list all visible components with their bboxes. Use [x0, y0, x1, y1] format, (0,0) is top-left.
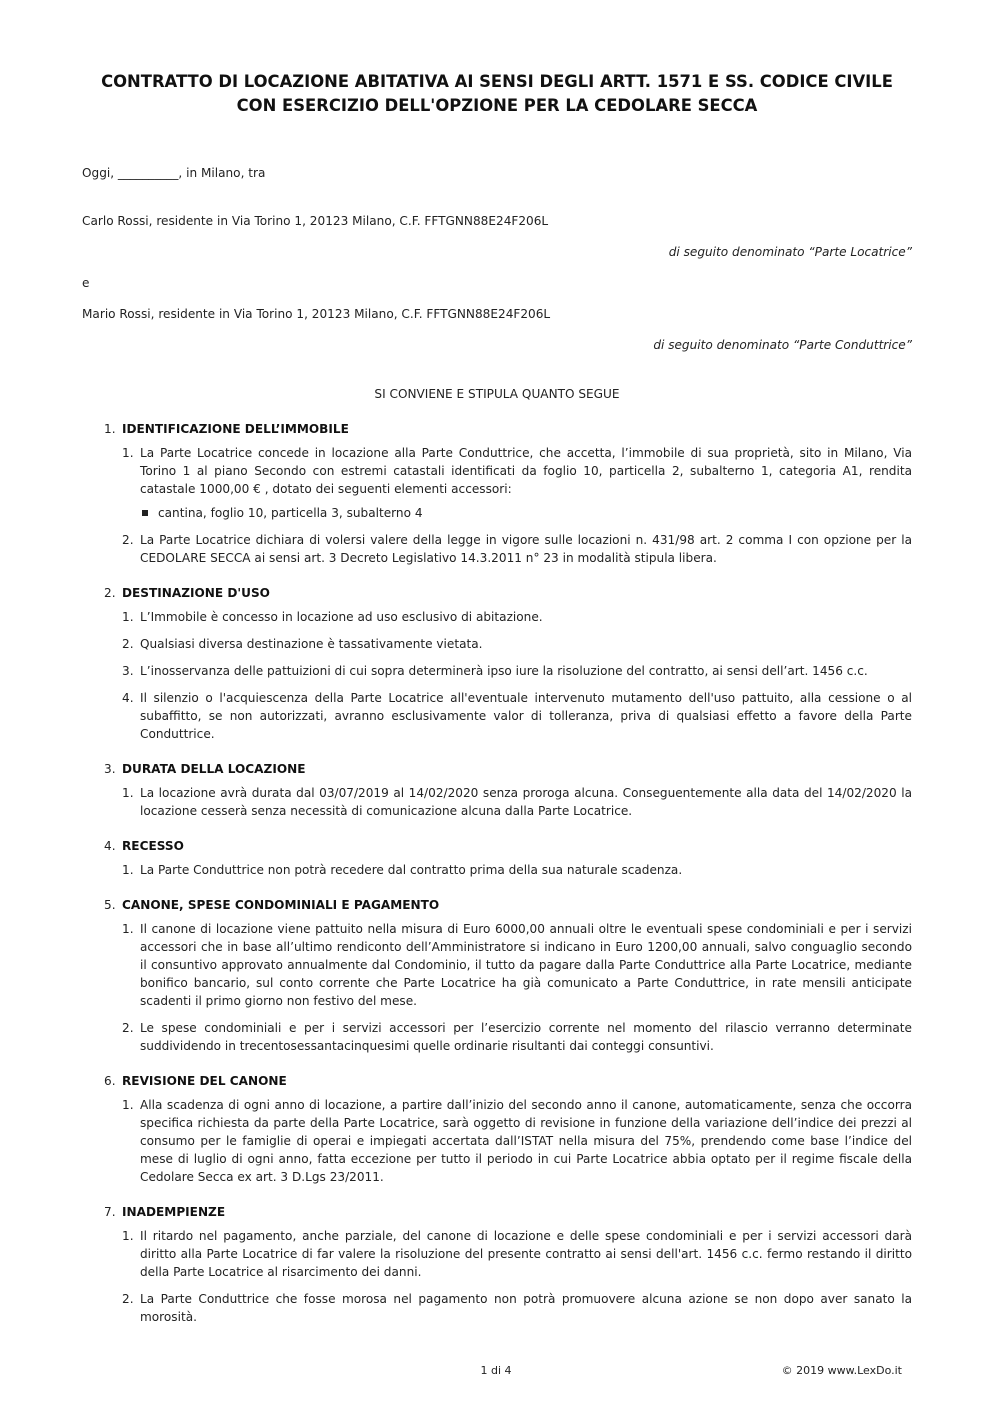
clause-text: La locazione avrà durata dal 03/07/2019 al 14/02/2020 senza proroga alcuna. Conseguentemente alla data del 14/02/2020 la locazione cesserà senza necessità di comunicazione alcuna dalla Parte Locatrice.: [140, 786, 912, 818]
clause: [82, 1019, 912, 1055]
section-heading: DESTINAZIONE D'USO: [122, 586, 270, 600]
party-tenant-role: di seguito denominato “Parte Conduttrice”: [653, 338, 912, 352]
clause: [82, 635, 912, 653]
clause-number: 3.: [122, 664, 134, 678]
clause-number: 4.: [122, 691, 134, 705]
section-number: 2.: [104, 586, 116, 600]
clause: [82, 784, 912, 820]
contract-document: [82, 70, 912, 1326]
clause-text: L’inosservanza delle pattuizioni di cui sopra determinerà ipso iure la risoluzione del contratto, ai sensi dell’art. 1456 c.c.: [140, 664, 868, 678]
clause-number: 1.: [122, 786, 134, 800]
section-heading: INADEMPIENZE: [122, 1205, 226, 1219]
section-number: 5.: [104, 898, 116, 912]
clause-text: Il ritardo nel pagamento, anche parziale, del canone di locazione e delle spese condominiali e per i servizi accessori darà diritto alla Parte Locatrice di far valere la risoluzione del presente contratto ai sensi dell'art. 1456 c.c. fermo restando il diritto della Parte Locatrice al risarcimento dei danni.: [140, 1229, 912, 1279]
clause-number: 1.: [122, 446, 134, 460]
clause-text: La Parte Locatrice dichiara di volersi valere della legge in vigore sulle locazioni n. 431/98 art. 2 comma I con opzione per la CEDOLARE SECCA ai sensi art. 3 Decreto Legislativo 14.3.2011 n° 23 in modalità stipula libera.: [140, 533, 912, 565]
section-identificazione: [82, 420, 912, 438]
section-recesso: [82, 837, 912, 855]
party-landlord: Carlo Rossi, residente in Via Torino 1, 20123 Milano, C.F. FFTGNN88E24F206L: [82, 214, 549, 228]
conjunction: e: [82, 276, 90, 290]
clause-text: La Parte Locatrice concede in locazione alla Parte Conduttrice, che accetta, l’immobile di sua proprietà, sito in Milano, Via Torino 1 al piano Secondo con estremi catastali identificati da foglio 10, particella 2, subalterno 1, categoria A1, rendita catastale 1000,00 € , dotato dei seguenti elementi accessori:: [140, 446, 912, 496]
section-heading: REVISIONE DEL CANONE: [122, 1074, 287, 1088]
clause: [82, 1227, 912, 1281]
clause-number: 1.: [122, 610, 134, 624]
clause-text: Il canone di locazione viene pattuito nella misura di Euro 6000,00 annuali oltre le eventuali spese condominiali e per i servizi accessori che in base all’ultimo rendiconto dell’Amministratore si indicano in Euro 1200,00 annuali, salvo conguaglio secondo il consuntivo approvato annualmente dal Condominio, il tutto da pagare dalla Parte Conduttrice alla Parte Locatrice, mediante bonifico bancario, sul conto corrente che Parte Locatrice ha già comunicato a Parte Conduttrice, in rate mensili anticipate scadenti il primo giorno non festivo del mese.: [140, 922, 912, 1008]
section-heading: DURATA DELLA LOCAZIONE: [122, 762, 306, 776]
clause-text: L’Immobile è concesso in locazione ad uso esclusivo di abitazione.: [140, 610, 543, 624]
clause-text: La Parte Conduttrice che fosse morosa nel pagamento non potrà promuovere alcuna azione se non dopo aver sanato la morosità.: [140, 1292, 912, 1324]
section-number: 6.: [104, 1074, 116, 1088]
clause-number: 1.: [122, 922, 134, 936]
clause-number: 1.: [122, 863, 134, 877]
clause: [82, 1096, 912, 1186]
section-revisione: [82, 1072, 912, 1090]
clause-number: 1.: [122, 1098, 134, 1112]
clause-number: 2.: [122, 533, 134, 547]
clause: [82, 1290, 912, 1326]
page-number: 1 di 4: [480, 1364, 512, 1377]
section-number: 1.: [104, 422, 116, 436]
clause-text: Qualsiasi diversa destinazione è tassativamente vietata.: [140, 637, 483, 651]
clause-number: 2.: [122, 637, 134, 651]
date-line: Oggi, __________, in Milano, tra: [82, 166, 266, 180]
section-number: 3.: [104, 762, 116, 776]
contract-title-line1: CONTRATTO DI LOCAZIONE ABITATIVA AI SENSI DEGLI ARTT. 1571 E SS. CODICE CIVILE: [101, 72, 893, 91]
party-tenant: Mario Rossi, residente in Via Torino 1, 20123 Milano, C.F. FFTGNN88E24F206L: [82, 307, 551, 321]
section-durata: [82, 760, 912, 778]
clause: [82, 531, 912, 567]
clause: [82, 608, 912, 626]
clause-text: Le spese condominiali e per i servizi accessori per l’esercizio corrente nel momento del rilascio verranno determinate suddividendo in trecentosessantacinquesimi quelle ordinarie risultanti dai conteggi consuntivi.: [140, 1021, 912, 1053]
section-heading: IDENTIFICAZIONE DELL’IMMOBILE: [122, 422, 349, 436]
section-heading: RECESSO: [122, 839, 184, 853]
clause: [82, 662, 912, 680]
party-landlord-role: di seguito denominato “Parte Locatrice”: [668, 245, 912, 259]
section-number: 4.: [104, 839, 116, 853]
clause: [82, 689, 912, 743]
clause-text: Alla scadenza di ogni anno di locazione, a partire dall’inizio del secondo anno il canone, automaticamente, senza che occorra specifica richiesta da parte della Parte Locatrice, sarà oggetto di revisione in funzione della variazione dell’indice dei prezzi al consumo per le famiglie di operai e impiegati accertata dall’ISTAT nella misura del 75%, prendendo come base l’indice del mese di luglio di ogni anno, fatta eccezione per tutto il periodo in cui Parte Locatrice abbia optato per il regime fiscale della Cedolare Secca ex art. 3 D.Lgs 23/2011.: [140, 1098, 912, 1184]
section-destinazione: [82, 584, 912, 602]
section-number: 7.: [104, 1205, 116, 1219]
contract-title-line2: CON ESERCIZIO DELL'OPZIONE PER LA CEDOLARE SECCA: [236, 96, 758, 115]
square-bullet-icon: [142, 510, 148, 516]
clause-text: La Parte Conduttrice non potrà recedere dal contratto prima della sua naturale scadenza.: [140, 863, 683, 877]
clause: [82, 444, 912, 498]
footer-copyright: © 2019 www.LexDo.it: [781, 1364, 902, 1377]
clause-number: 1.: [122, 1229, 134, 1243]
clause-number: 2.: [122, 1021, 134, 1035]
clause: [82, 861, 912, 879]
clause-text: Il silenzio o l'acquiescenza della Parte Locatrice all'eventuale intervenuto mutamento dell'uso pattuito, alla cessione o al subaffitto, se non autorizzati, avranno esclusivamente valor di tolleranza, priva di qualsiasi effetto a favore della Parte Conduttrice.: [140, 691, 912, 741]
section-heading: CANONE, SPESE CONDOMINIALI E PAGAMENTO: [122, 898, 440, 912]
clause: [82, 920, 912, 1010]
accessory-text: cantina, foglio 10, particella 3, subalterno 4: [158, 506, 423, 520]
section-canone: [82, 896, 912, 914]
accessory-item: [82, 504, 912, 522]
clause-number: 2.: [122, 1292, 134, 1306]
agreement-heading: SI CONVIENE E STIPULA QUANTO SEGUE: [374, 387, 620, 401]
section-inadempienze: [82, 1203, 912, 1221]
